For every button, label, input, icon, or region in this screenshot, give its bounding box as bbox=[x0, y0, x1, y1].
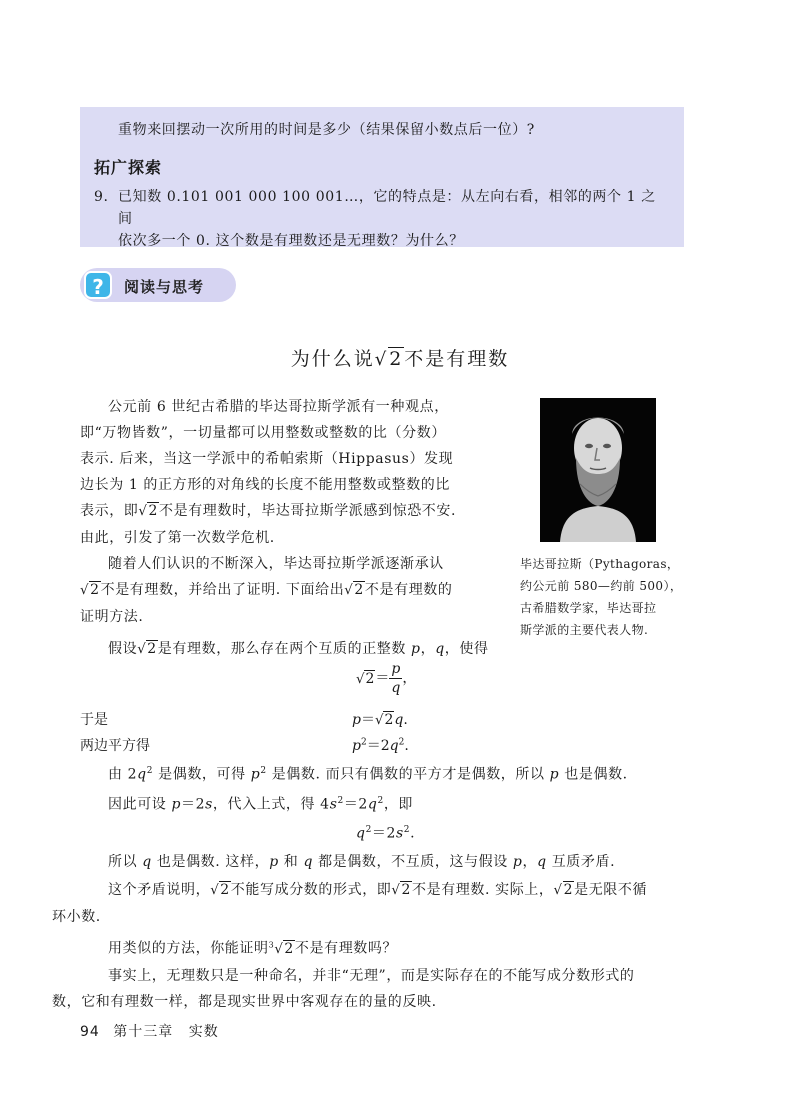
p2-line-2b: 不是有理数的 bbox=[364, 582, 453, 598]
p2-line-3: 证明方法. bbox=[80, 609, 144, 625]
p2-line-2a: 不是有理数，并给出了证明. 下面给出 bbox=[100, 582, 345, 598]
p7-part-c: 不是有理数. 实际上， bbox=[412, 881, 554, 898]
banner-label: 阅读与思考 bbox=[124, 278, 205, 296]
sqrt-2-symbol: √2 bbox=[374, 712, 394, 728]
p6-part-e: 互质矛盾. bbox=[546, 853, 616, 870]
sqrt-2-symbol: √2 bbox=[356, 670, 375, 687]
formula-p2-equals-2q2: $p^2=2q^2$. bbox=[352, 737, 409, 754]
page-number: 94 bbox=[80, 1024, 100, 1040]
formula-p-equals-sqrt2-q: p＝√2q. bbox=[352, 712, 408, 728]
sqrt-2-symbol: √2 bbox=[210, 881, 230, 898]
fraction-numerator: p bbox=[391, 661, 401, 677]
pythagoras-portrait bbox=[540, 398, 656, 542]
section-label: 实数 bbox=[188, 1024, 219, 1040]
title-part-b: 不是有理数 bbox=[404, 348, 510, 370]
portrait-caption bbox=[520, 553, 690, 641]
p1-line-2: 即“万物皆数”，一切量都可以用整数或整数的比（分数） bbox=[80, 425, 446, 441]
sqrt-2-symbol: √2 bbox=[374, 348, 404, 370]
paragraph-1 bbox=[80, 394, 510, 551]
p1-line-4: 边长为 1 的正方形的对角线的长度不能用整数或整数的比 bbox=[80, 477, 451, 493]
sqrt-2-symbol: √2 bbox=[138, 503, 158, 519]
p3-part-c: ，使得 bbox=[444, 641, 489, 657]
label-liangbian: 两边平方得 bbox=[80, 738, 150, 754]
paragraph-4: 由 $2q^2$ 是偶数，可得 $p^2$ 是偶数. 而只有偶数的平方才是偶数，所以 p 也是偶数. bbox=[108, 766, 628, 783]
formula-q2-equals-2s2: $q^2=2s^2$. bbox=[356, 825, 416, 842]
reading-section-banner bbox=[80, 268, 236, 302]
p7-part-a: 这个矛盾说明， bbox=[108, 881, 211, 898]
exercise-heading: 拓广探索 bbox=[94, 158, 163, 177]
bust-illustration bbox=[540, 398, 656, 542]
sqrt-2-symbol: √2 bbox=[137, 641, 157, 657]
p4-part-b: 是偶数，可得 bbox=[153, 766, 251, 783]
p5-part-a: 因此可设 bbox=[108, 796, 172, 813]
paragraph-6: 所以 q 也是偶数. 这样，p 和 q 都是偶数，不互质，这与假设 p，q 互质矛盾. bbox=[108, 853, 616, 870]
p7-line-2: 环小数. bbox=[52, 908, 101, 925]
p1-line-5a: 表示，即 bbox=[80, 503, 139, 519]
exercise-item-9 bbox=[94, 186, 670, 252]
p6-part-c: 和 bbox=[278, 853, 304, 870]
p8-part-b: 不是有理数吗？ bbox=[294, 940, 398, 957]
p6-part-a: 所以 bbox=[108, 853, 143, 870]
p1-line-3: 表示. 后来，当这一学派中的希帕索斯（Hippasus）发现 bbox=[80, 451, 454, 467]
caption-line-2: 约公元前 580—约前 500）， bbox=[520, 579, 683, 593]
article-intro bbox=[80, 394, 510, 663]
caption-line-4: 斯学派的主要代表人物. bbox=[520, 623, 649, 637]
p3-part-b: 是有理数，那么存在两个互质的正整数 bbox=[157, 641, 412, 657]
p7-part-b: 不能写成分数的形式，即 bbox=[230, 881, 392, 898]
paragraph-5: 因此可设 p＝2s，代入上式，得 $4s^2=2q^2$，即 bbox=[108, 795, 414, 813]
caption-line-1: 毕达哥拉斯（Pythagoras， bbox=[520, 557, 680, 571]
exercise-continued-line: 重物来回摆动一次所用的时间是多少（结果保留小数点后一位）? bbox=[118, 122, 535, 138]
p1-line-1: 公元前 6 世纪古希腊的毕达哥拉斯学派有一种观点， bbox=[108, 399, 449, 415]
p8-part-a: 用类似的方法，你能证明 bbox=[108, 940, 269, 957]
p9-line-1: 事实上，无理数只是一种命名，并非“无理”，而是实际存在的不能写成分数形式的 bbox=[108, 967, 635, 984]
p5-part-c: ，即 bbox=[383, 796, 414, 813]
p4-part-d: 也是偶数. bbox=[559, 766, 628, 783]
p4-part-a: 由 2 bbox=[108, 766, 138, 783]
exercise-item-line-2: 依次多一个 0. 这个数是有理数还是无理数？为什么？ bbox=[118, 233, 464, 249]
paragraph-9 bbox=[52, 963, 700, 1015]
p9-line-2: 数，它和有理数一样，都是现实世界中客观存在的量的反映. bbox=[52, 993, 437, 1010]
paragraph-8 bbox=[80, 932, 700, 963]
exercise-item-line-1: 已知数 0.101 001 000 100 001…，它的特点是：从左向右看，相邻的两个 1 之间 bbox=[118, 189, 656, 227]
exercise-item-number: 9. bbox=[94, 189, 109, 205]
exercise-box bbox=[80, 107, 684, 247]
sqrt-2-symbol: √2 bbox=[80, 582, 100, 598]
p4-part-c: 是偶数. 而只有偶数的平方才是偶数，所以 bbox=[266, 766, 550, 783]
fraction-p-over-q bbox=[389, 660, 402, 697]
fraction-denominator: q bbox=[391, 680, 401, 696]
p1-line-6: 由此，引发了第一次数学危机. bbox=[80, 530, 275, 546]
p1-line-5b: 不是有理数时，毕达哥拉斯学派感到惊恐不安. bbox=[159, 503, 457, 519]
paragraph-3: 假设√2是有理数，那么存在两个互质的正整数 p，q，使得 bbox=[108, 641, 489, 657]
p6-part-d: 都是偶数，不互质，这与假设 bbox=[313, 853, 513, 870]
p3-part-a: 假设 bbox=[108, 641, 138, 657]
page-footer bbox=[80, 1021, 219, 1041]
sqrt-2-symbol: √2 bbox=[553, 881, 574, 898]
sqrt-2-symbol: √2 bbox=[391, 881, 411, 898]
article-title bbox=[0, 344, 800, 371]
p2-line-1: 随着人们认识的不断深入，毕达哥拉斯学派逐渐承认 bbox=[108, 556, 444, 572]
article-proof bbox=[52, 758, 700, 1015]
question-icon: ? bbox=[84, 271, 112, 299]
formula-sqrt2-equals-p-over-q: √2＝ $\frac{p}{q}$ ， bbox=[356, 661, 417, 696]
paragraph-7 bbox=[52, 877, 700, 930]
chapter-label: 第十三章 bbox=[113, 1024, 174, 1040]
title-part-a: 为什么说 bbox=[290, 348, 375, 370]
p7-part-d: 是无限不循 bbox=[574, 881, 648, 898]
label-yushi: 于是 bbox=[80, 712, 108, 728]
paragraph-2 bbox=[80, 551, 510, 630]
p6-part-b: 也是偶数. 这样， bbox=[151, 853, 270, 870]
caption-line-3: 古希腊数学家，毕达哥拉 bbox=[520, 601, 657, 615]
cube-root-2-symbol: $^3$√2 bbox=[268, 939, 294, 957]
p5-part-b: ，代入上式，得 4 bbox=[212, 796, 330, 813]
sqrt-2-symbol: √2 bbox=[344, 582, 364, 598]
